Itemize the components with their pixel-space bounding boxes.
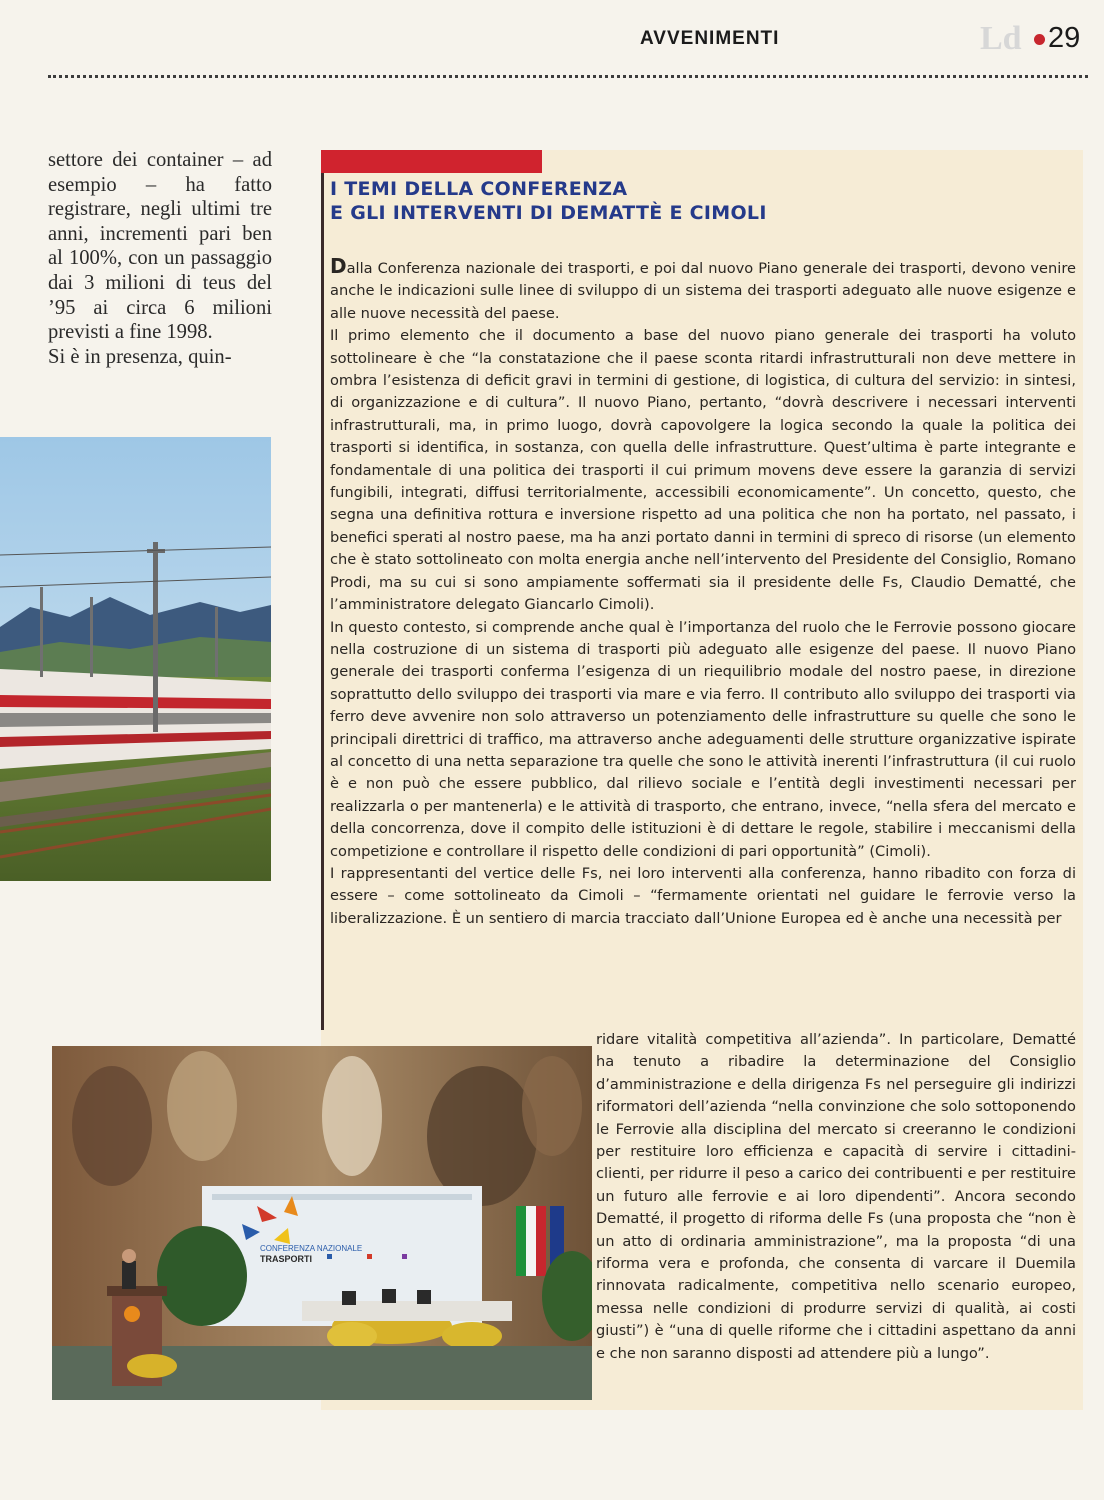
section-title: AVVENIMENTI xyxy=(640,28,780,49)
conference-sign-small: CONFERENZA NAZIONALE xyxy=(260,1244,363,1253)
sidebar-paragraph-4-continued: ridare vitalità competitiva all’azienda”. In particolare, Dematté ha tenuto a ribadire la determinazione del Consiglio d’amministrazione e della dirigenza Fs nel perseguire gli indirizzi riformatori dell’azienda “nella convinzione che solo sottoponendo le Ferrovie alla disciplina del mercato si creeranno le condizioni per restituire loro efficienza e capacità di servire i cittadini-clienti, per ridurre il peso a carico dei contribuenti e per restituire un futuro alle ferrovie e ai loro dipendenti”. Ancora secondo Dematté, il progetto di riforma delle Fs (una proposta che “non è un atto di ordinaria amministrazione”, ma la proposta “di una riforma vera e profonda, che consenta di varcare il Duemila rinnovata radicalmente, competitiva nello scenario europeo, messa nelle condizioni di produrre servizi di qualità, ai costi giusti”) è “una di quelle riforme che i cittadini aspettano da anni e che non saranno disposti ad attendere più a lungo”. xyxy=(596,1031,1076,1362)
left-column-text xyxy=(48,148,272,369)
sidebar-paragraph-1-text: alla Conferenza nazionale dei trasporti, e poi dal nuovo Piano generale dei trasporti, devono venire anche le indicazioni sulle linee di sviluppo di un sistema dei trasporti adeguato alle nuove esigenze e alle nuove necessità del paese. xyxy=(330,260,1076,322)
sidebar-paragraph-4: I rappresentanti del vertice delle Fs, nei loro interventi alla conferenza, hanno ribadito con forza di essere – come sottolineato da Cimoli – “fermamente orientati nel guidare le ferrovie verso la liberalizzazione. È un sentiero di marcia tracciato dall’Unione Europea ed è anche una necessità per xyxy=(330,864,1076,927)
sidebar-left-rule xyxy=(321,150,324,1030)
sidebar-title xyxy=(330,177,930,225)
sidebar-title-line-2: E GLI INTERVENTI DI DEMATTÈ E CIMOLI xyxy=(330,202,767,224)
red-bullet xyxy=(1034,34,1045,45)
conference-sign: TRASPORTI xyxy=(260,1254,313,1264)
sidebar-paragraph-3: In questo contesto, si comprende anche qual è l’importanza del ruolo che le Ferrovie possono giocare nella costruzione di un sistema di trasporti più adeguato alle esigenze del paese. Il nuovo Piano generale dei trasporti conferma l’esigenza di un riequilibrio modale del nostro paese, in direzione soprattutto dello sviluppo dei trasporti via mare e via ferro. Il contributo allo sviluppo dei trasporti via ferro deve avvenire non solo attraverso un potenziamento delle infrastrutture su quelle che sono le principali direttrici di traffico, ma attraverso anche adeguamenti delle strutture organizzative ispirate al concetto di una netta separazione tra quelle che sono le attività inerenti l’infrastruttura (il cui ruolo è e non può che essere pubblico, dal rilievo sociale e l’entità degli investimenti necessari per realizzarla o per mantenerla) e le attività di trasporto, che entrano, invece, “nella sfera del mercato e della concorrenza, dove il compito delle istituzioni è di dettare le regole, stabilire i meccanismi della competizione e controllare il rispetto delle condizioni di pari opportunità” (Cimoli). xyxy=(330,618,1076,860)
logo-text: Ld xyxy=(980,20,1022,57)
header-dotted-rule xyxy=(48,75,1088,78)
left-paragraph-2: Si è in presenza, quin- xyxy=(48,345,232,368)
photo-train xyxy=(0,437,271,881)
left-paragraph-1: settore dei container – ad esempio – ha fatto registrare, negli ultimi tre anni, incrementi pari ben al 100%, con un passaggio dai 3 milioni di teus del ’95 ai circa 6 milioni previsti a fine 1998. xyxy=(48,149,272,344)
photo-conference xyxy=(52,1046,592,1400)
page-number: 29 xyxy=(1048,22,1081,54)
sidebar-body xyxy=(330,255,1076,930)
sidebar-red-bar xyxy=(321,150,542,173)
drop-cap: D xyxy=(330,254,347,278)
magazine-logo xyxy=(980,20,1022,58)
sidebar-paragraph-1 xyxy=(330,255,1076,325)
sidebar-body-continued xyxy=(596,1029,1076,1365)
sidebar-title-line-1: I TEMI DELLA CONFERENZA xyxy=(330,178,628,200)
sidebar-paragraph-2: Il primo elemento che il documento a base del nuovo piano generale dei trasporti ha voluto sottolineare è che “la constatazione che il paese sconta ritardi infrastrutturali non deve mettere in ombra l’esistenza di deficit gravi in termini di gestione, di logistica, di cultura del servizio: in sintesi, di organizzazione e di cultura”. Il nuovo Piano, pertanto, “dovrà descrivere i necessari interventi infrastrutturali, ma, in primo luogo, dovrà capovolgere la logica secondo la quale la politica dei trasporti si identifica, in sostanza, con quella delle infrastrutture. Quest’ultima è parte integrante e fondamentale di una politica dei trasporti il cui primum movens deve essere la garanzia di servizi fungibili, integrati, diffusi territorialmente, accessibili economicamente”. Un concetto, questo, che segna una definitiva rottura e inversione rispetto ad una politica che non ha portato, nel passato, i benefici sperati al nostro paese, ma ha anzi portato danni in termini di spreco di risorse (un elemento che è stato sottolineato con molta energia anche nell’intervento del Presidente del Consiglio, Romano Prodi, ma su cui si sono ampiamente soffermati sia il presidente delle Fs, Claudio Dematté, che l’amministratore delegato Giancarlo Cimoli). xyxy=(330,327,1076,614)
